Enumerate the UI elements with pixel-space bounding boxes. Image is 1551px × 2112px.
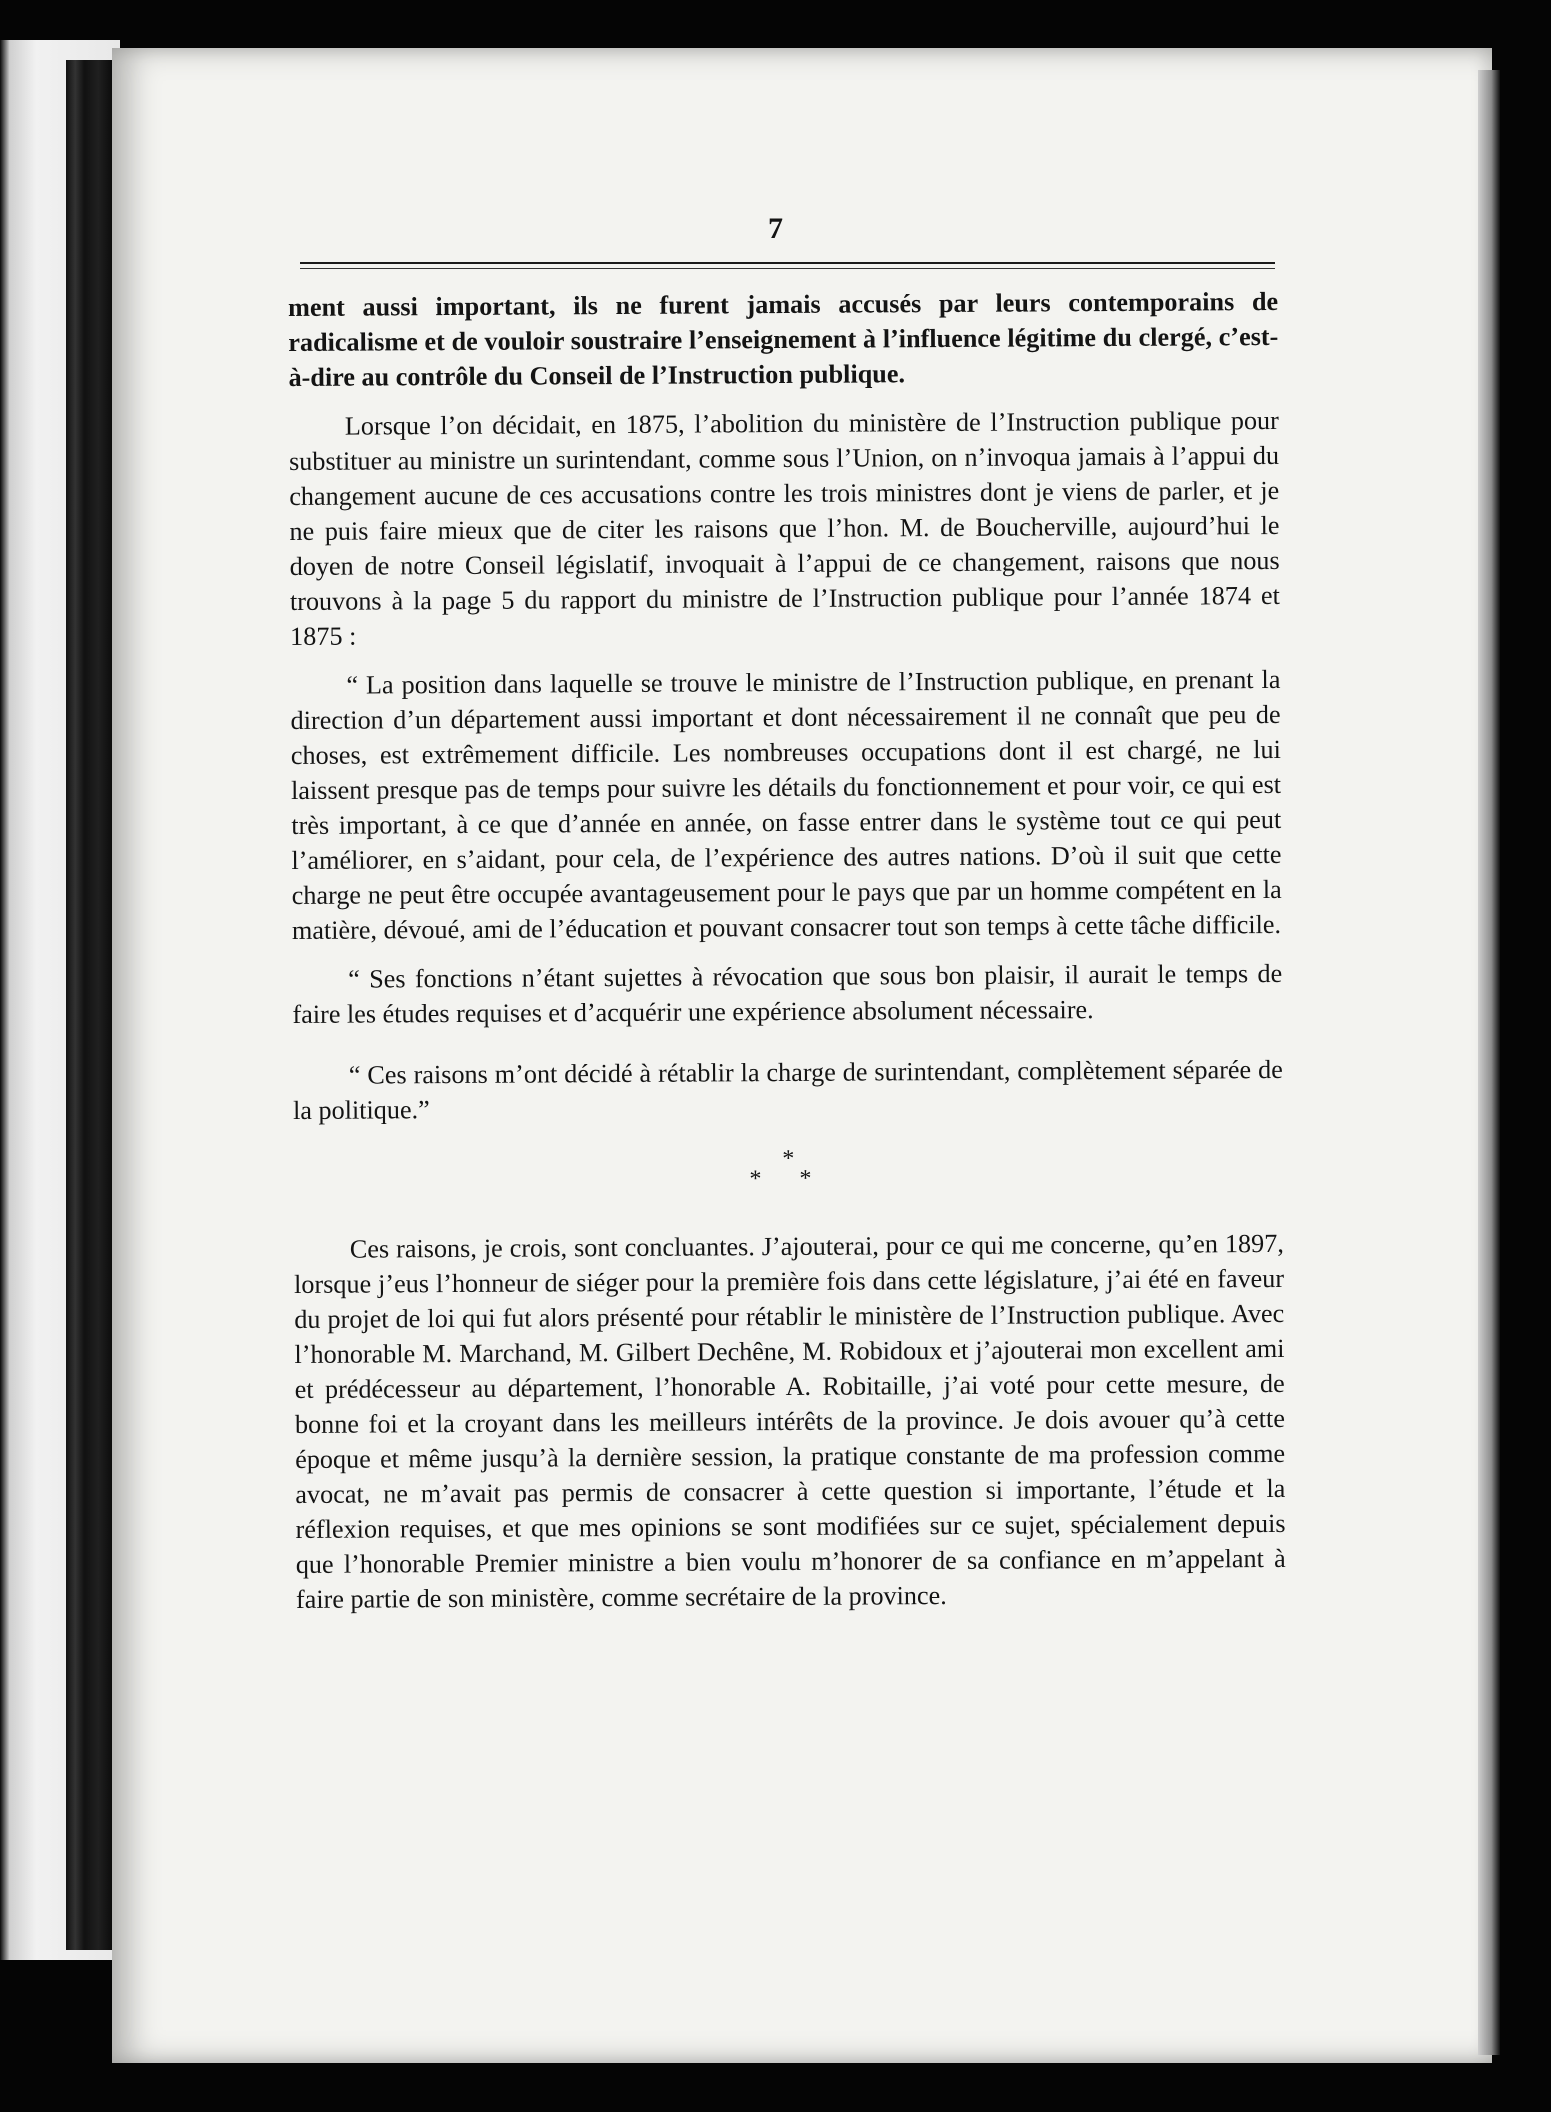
separator-star-top: * xyxy=(782,1145,795,1172)
body-text xyxy=(288,284,1286,1617)
paragraph-continuation: ment aussi important, ils ne furent jamais accusés par leurs contemporains de radicalisme et de vouloir soustraire l’enseignement à l’influence légitime du clergé, c’est-à-dire au contrôle du Conseil de l’Instruction publique. xyxy=(288,286,1279,392)
page-right-edge xyxy=(1478,70,1500,2055)
header-rule-thin xyxy=(300,268,1275,269)
paragraph-conclusion: Ces raisons, je crois, sont concluantes. J’ajouterai, pour ce qui me concerne, qu’en 1897, lorsque j’eus l’honneur de siéger pour la première fois dans cette législature, j’ai été en faveur du projet de loi qui fut alors présenté pour rétablir le ministère de l’Instruction publique. Avec l’honorable M. Marchand, M. Gilbert Dechêne, M. Robidoux et j’ajouterai mon excellent ami et prédécesseur au département, l’honorable A. Robitaille, j’ai voté pour cette mesure, de bonne foi et la croyant dans les meilleurs intérêts de la province. Je dois avouer qu’à cette époque et même jusqu’à la dernière session, la pratique constante de ma profession comme avocat, ne m’avait pas permis de consacrer à cette question si importante, l’étude et la réflexion requises, et que mes opinions se sont modifiées sur ce sujet, spécialement depuis que l’honorable Premier ministre a bien voulu m’honorer de sa confiance en m’appelant à faire partie de son ministère, comme secrétaire de la province. xyxy=(293,1228,1286,1614)
separator-star-bottom: * * xyxy=(749,1165,828,1193)
paragraph-abolition-1875: Lorsque l’on décidait, en 1875, l’abolition du ministère de l’Instruction publique pour substituer au ministre un surintendant, comme sous l’Union, on n’invoqua jamais à l’appui du changement aucune de ces accusations contre les trois ministres dont je viens de parler, et je ne puis faire mieux que de citer les raisons que l’hon. M. de Boucherville, aujourd’hui le doyen de notre Conseil législatif, invoquait à l’appui de ce changement, raisons que nous trouvons à la page 5 du rapport du ministre de l’Instruction publique pour l’année 1874 et 1875 : xyxy=(288,405,1280,651)
book-binding xyxy=(66,60,112,1950)
quote-raisons-surintendant: “ Ces raisons m’ont décidé à rétablir la charge de surintendant, complètement séparée de la politique.” xyxy=(292,1054,1283,1125)
page-number: 7 xyxy=(768,212,783,245)
header-rule xyxy=(300,262,1275,264)
quote-fonctions: “ Ses fonctions n’étant sujettes à révocation que sous bon plaisir, il aurait le temps de faire les études requises et d’acquérir une expérience absolument nécessaire. xyxy=(292,958,1283,1029)
quote-position-ministre: “ La position dans laquelle se trouve le ministre de l’Instruction publique, en prenant la direction d’un département aussi important et dont nécessairement il ne connaît que peu de choses, est extrêmement difficile. Les nombreuses occupations dont il est chargé, ne lui laissent presque pas de temps pour suivre les détails du fonctionnement et pour voir, ce qui est très important, à ce que d’année en année, on fasse entrer dans le système tout ce qui peut l’améliorer, en s’aidant, pour cela, de l’expérience des autres nations. D’où il suit que cette charge ne peut être occupée avantageusement pour le pays que par un homme compétent en la matière, dévoué, ami de l’éducation et pouvant consacrer tout son temps à cette tâche difficile. xyxy=(290,664,1282,945)
section-separator xyxy=(293,1146,1283,1192)
